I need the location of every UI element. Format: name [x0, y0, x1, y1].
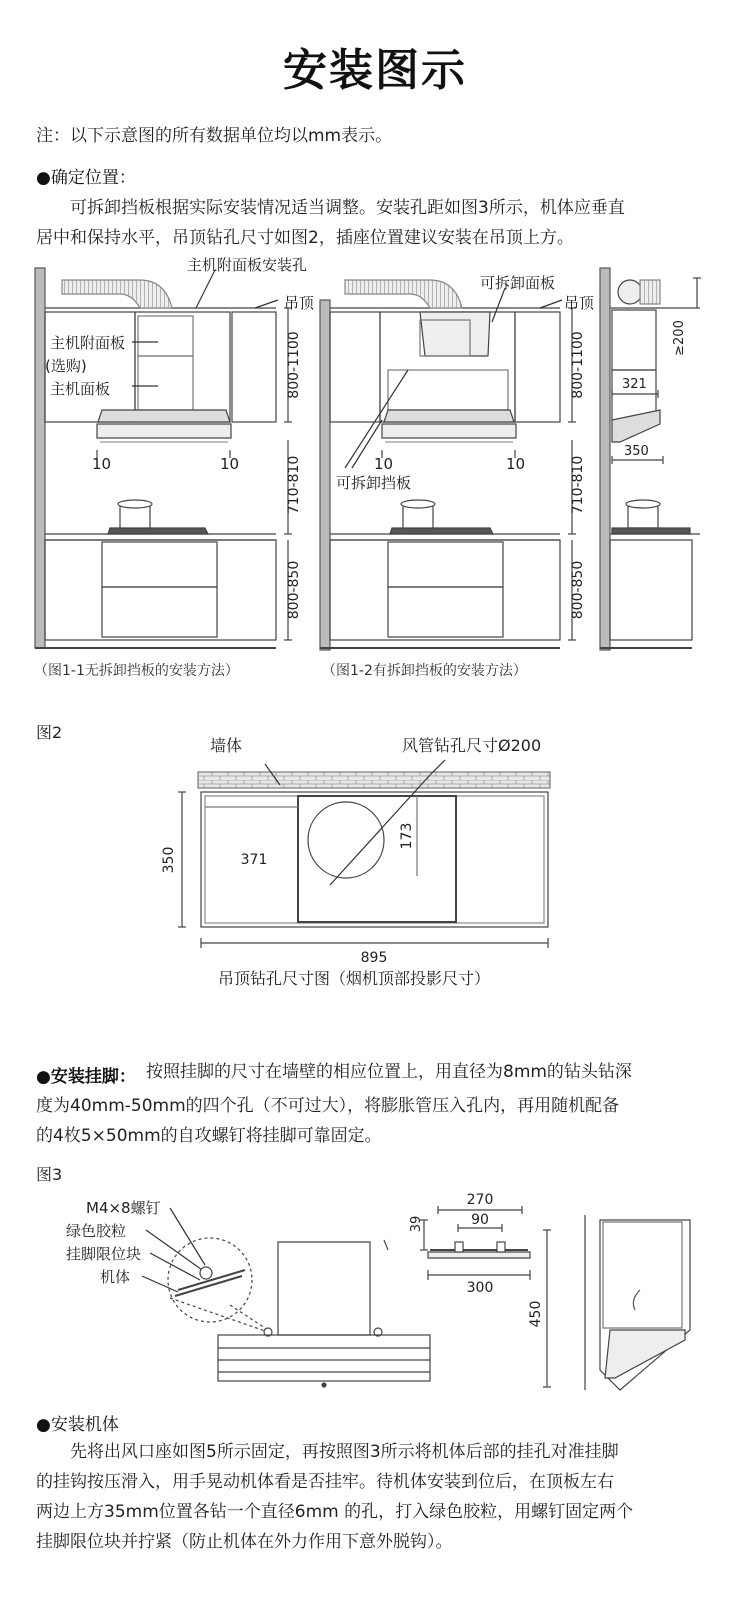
figure2-diagram — [0, 740, 750, 970]
fig1-left-dim-middle: 710-810 — [286, 455, 302, 515]
fig1-right-dim-350: 350 — [624, 444, 649, 459]
fig1-mid-dim-upper: 800-1100 — [570, 331, 586, 399]
fig2-label: 图2 — [36, 723, 63, 742]
section-feet-text-2: 度为40mm-50mm的四个孔（不可过大），将膨胀管压入孔内，再用随机配备 — [36, 1096, 620, 1116]
unit-note: 注：以下示意图的所有数据单位均以mm表示。 — [36, 126, 393, 146]
fig1-left-caption: （图1-1无拆卸挡板的安装方法） — [34, 663, 239, 679]
fig1-left-main-panel: 主机面板 — [50, 380, 111, 398]
fig2-dim-350: 350 — [161, 846, 177, 874]
fig3-dim-90: 90 — [471, 1212, 489, 1228]
section-body-heading: ●安装机体 — [36, 1415, 119, 1435]
fig3-screw-label: M4×8螺钉 — [86, 1199, 161, 1217]
fig1-left-dim-10b: 10 — [220, 455, 240, 473]
fig1-mid-dim-lower: 800-850 — [570, 560, 586, 620]
fig1-left-panel-hole: 主机附面板安装孔 — [187, 256, 308, 274]
fig3-dim-300: 300 — [466, 1280, 494, 1296]
section-body-text-3: 两边上方35mm位置各钻一个直径6mm 的孔，打入绿色胶粒，用螺钉固定两个 — [36, 1502, 634, 1522]
fig3-dim-450: 450 — [528, 1300, 544, 1328]
fig2-dim-895: 895 — [360, 950, 388, 966]
fig3-limiter-label: 挂脚限位块 — [66, 1245, 142, 1263]
fig2-dim-371: 371 — [240, 852, 268, 868]
section-body-text-2: 的挂钩按压滑入，用手晃动机体看是否挂牢。待机体安装到位后，在顶板左右 — [36, 1472, 614, 1492]
fig2-dim-173: 173 — [399, 822, 415, 850]
fig1-left-dim-upper: 800-1100 — [286, 331, 302, 399]
section-position-text-1: 可拆卸挡板根据实际安装情况适当调整。安装孔距如图3所示，机体应垂直 — [70, 198, 625, 218]
section-feet-text-3: 的4枚5×50mm的自攻螺钉将挂脚可靠固定。 — [36, 1126, 382, 1146]
fig1-mid-ceiling: 吊顶 — [564, 294, 595, 312]
fig1-right-dim-321: 321 — [622, 377, 647, 392]
fig1-mid-baffle: 可拆卸挡板 — [336, 474, 412, 492]
fig1-mid-caption: （图1-2有拆卸挡板的安装方法） — [322, 663, 527, 679]
fig1-left-dim-10a: 10 — [92, 455, 112, 473]
fig1-mid-removable-panel: 可拆卸面板 — [480, 274, 556, 292]
fig1-left-dim-lower: 800-850 — [286, 560, 302, 620]
fig1-left-ceiling: 吊顶 — [284, 294, 315, 312]
section-feet-heading: ●安装挂脚： — [36, 1067, 136, 1087]
section-position-heading: ●确定位置： — [36, 168, 136, 188]
fig3-dim-39: 39 — [409, 1215, 424, 1233]
fig1-right-dim-top: ≥200 — [672, 320, 687, 356]
section-feet-text-1: 按照挂脚的尺寸在墙壁的相应位置上，用直径为8mm的钻头钻深 — [146, 1062, 632, 1082]
fig1-mid-dim-10b: 10 — [506, 455, 526, 473]
fig1-mid-dim-middle: 710-810 — [570, 455, 586, 515]
section-body-text-4: 挂脚限位块并拧紧（防止机体在外力作用下意外脱钩）。 — [36, 1532, 453, 1552]
fig1-left-aux-panel: 主机附面板 — [50, 334, 126, 352]
fig3-body-label: 机体 — [100, 1268, 131, 1286]
fig3-dim-270: 270 — [466, 1192, 494, 1208]
fig1-mid-dim-10a: 10 — [374, 455, 394, 473]
fig3-label: 图3 — [36, 1165, 63, 1184]
page-title: 安装图示 — [283, 45, 467, 96]
fig2-duct-label: 风管钻孔尺寸Ø200 — [402, 736, 542, 755]
fig2-wall-label: 墙体 — [210, 736, 243, 755]
section-body-text-1: 先将出风口座如图5所示固定，再按照图3所示将机体后部的挂孔对准挂脚 — [70, 1442, 619, 1462]
fig3-glue-label: 绿色胶粒 — [66, 1222, 127, 1240]
fig1-left-optional: (选购) — [45, 357, 87, 375]
figure3-diagram — [0, 1180, 750, 1400]
section-position-text-2: 居中和保持水平，吊顶钻孔尺寸如图2，插座位置建议安装在吊顶上方。 — [36, 228, 574, 248]
fig2-caption: 吊顶钻孔尺寸图（烟机顶部投影尺寸） — [218, 969, 491, 988]
